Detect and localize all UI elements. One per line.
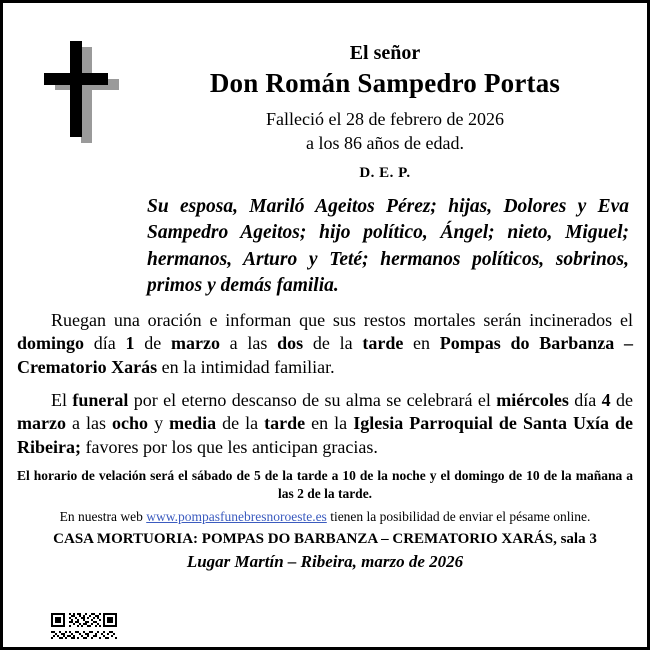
age-line: a los 86 años de edad.	[306, 133, 464, 154]
cremation-text-7: en la intimidad familiar.	[157, 356, 335, 377]
funeral-text-5: a las	[65, 413, 113, 434]
cross-horizontal-bar	[44, 73, 108, 85]
cross-vertical-bar	[70, 41, 82, 137]
funeral-church: Iglesia Parroquial de Santa Uxía de Ribeira;	[17, 413, 634, 457]
cremation-venue: Pompas do Barbanza – Crematorio Xarás	[17, 333, 634, 377]
header-block	[137, 41, 633, 182]
death-date: Falleció el 28 de febrero de 2026	[266, 108, 504, 129]
place-and-date: Lugar Martín – Ribeira, marzo de 2026	[186, 551, 464, 571]
funeral-date-number: 4	[601, 390, 611, 411]
website-link[interactable]: www.pompasfunebresnoroeste.es	[146, 509, 327, 525]
cremation-daypart: tarde	[362, 333, 404, 354]
wake-schedule: El horario de velación será el sábado de 5 de la tarde a 10 de la noche y el domingo de 10 de la mañana a las 2 de la tarde.	[17, 468, 633, 501]
funeral-text-6: y	[148, 413, 170, 434]
deceased-name: Don Román Sampedro Portas	[209, 68, 561, 98]
honorific: El señor	[349, 42, 421, 64]
cremation-month: marzo	[170, 333, 220, 354]
cross-shadow-vertical	[81, 47, 92, 143]
funeral-text-9: favores por los que les anticipan gracias.	[80, 436, 378, 457]
cross-icon	[37, 41, 123, 141]
funeral-text-2: por el eterno descanso de su alma se celebrará el	[128, 390, 497, 411]
cremation-text-5: de la	[303, 333, 363, 354]
cremation-paragraph	[17, 309, 633, 379]
funeral-month: marzo	[17, 413, 66, 434]
qr-code-icon	[51, 613, 117, 647]
funeral-word: funeral	[72, 390, 129, 411]
cremation-text-1: Ruegan una oración e informan que sus restos mortales serán incinerados el	[51, 309, 633, 330]
cremation-hour: dos	[277, 333, 304, 354]
funeral-hour: ocho	[112, 413, 149, 434]
family-list: Su esposa, Mariló Ageitos Pérez; hijas, Dolores y Eva Sampedro Ageitos; hijo político, Ángel; nieto, Miguel; hermanos, Arturo y Teté; hermanos políticos, sobrinos, primos y demás familia.	[147, 196, 629, 296]
cremation-text-6: en	[403, 333, 440, 354]
cremation-date-number: 1	[125, 333, 135, 354]
funeral-home-line: CASA MORTUORIA: POMPAS DO BARBANZA – CREMATORIO XARÁS, sala 3	[53, 530, 597, 547]
website-line	[17, 508, 633, 526]
funeral-text-7: de la	[216, 413, 265, 434]
funeral-text-4: de	[610, 390, 633, 411]
funeral-half: media	[169, 413, 217, 434]
cremation-text-3: de	[134, 333, 171, 354]
funeral-text-8: en la	[305, 413, 354, 434]
funeral-day: miércoles	[496, 390, 569, 411]
funeral-daypart: tarde	[264, 413, 306, 434]
funeral-text-1: El	[51, 390, 73, 411]
funeral-paragraph	[17, 389, 633, 459]
funeral-text-3: día	[568, 390, 602, 411]
cremation-text-2: día	[84, 333, 126, 354]
dep-abbreviation: D. E. P.	[359, 165, 411, 182]
website-suffix: tienen la posibilidad de enviar el pésame online.	[326, 509, 591, 525]
website-prefix: En nuestra web	[59, 509, 147, 525]
cremation-day: domingo	[17, 333, 85, 354]
cremation-text-4: a las	[219, 333, 278, 354]
